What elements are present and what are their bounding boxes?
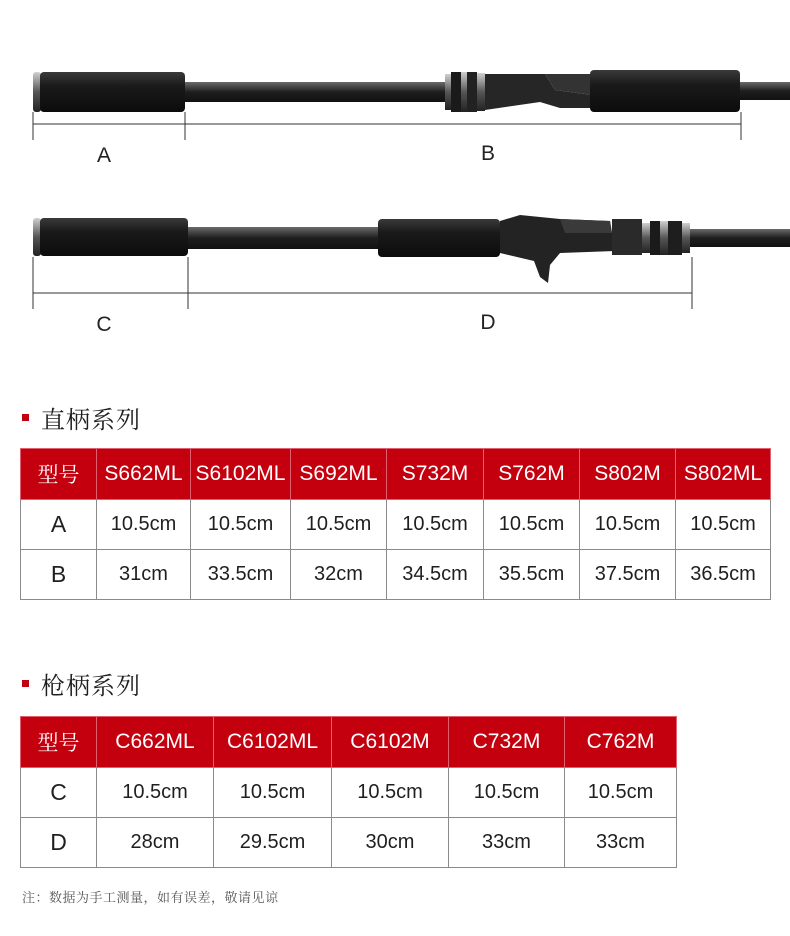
spinning-section-heading	[22, 400, 141, 435]
table-cell: 31cm	[97, 550, 191, 600]
table-cell: 33.5cm	[191, 550, 291, 600]
header-cell: S6102ML	[191, 449, 291, 500]
header-cell: C732M	[449, 717, 565, 768]
table-row	[21, 500, 771, 550]
table-cell: 10.5cm	[449, 768, 565, 818]
table-cell: 34.5cm	[387, 550, 484, 600]
red-square-marker	[22, 680, 29, 687]
casting-section-heading	[22, 666, 141, 701]
table-row	[21, 550, 771, 600]
row-label: A	[21, 500, 97, 550]
header-cell: S802M	[580, 449, 676, 500]
red-square-marker	[22, 414, 29, 421]
header-cell: S762M	[484, 449, 580, 500]
table-cell: 10.5cm	[387, 500, 484, 550]
dimension-label-b: B	[480, 142, 496, 165]
header-cell: C662ML	[97, 717, 214, 768]
table-cell: 10.5cm	[484, 500, 580, 550]
table-cell: 32cm	[291, 550, 387, 600]
header-cell: 型号	[21, 449, 97, 500]
casting-section-title: 枪柄系列	[41, 672, 141, 700]
header-cell: C762M	[565, 717, 677, 768]
casting-spec-table	[20, 716, 677, 868]
header-cell: C6102M	[332, 717, 449, 768]
table-cell: 33cm	[449, 818, 565, 868]
table-header-row	[21, 717, 677, 768]
measurement-note: 注：数据为手工测量，如有误差，敬请见谅	[22, 891, 279, 906]
row-label: D	[21, 818, 97, 868]
table-cell: 10.5cm	[191, 500, 291, 550]
table-cell: 33cm	[565, 818, 677, 868]
header-cell: S692ML	[291, 449, 387, 500]
row-label: C	[21, 768, 97, 818]
row-label: B	[21, 550, 97, 600]
table-cell: 10.5cm	[214, 768, 332, 818]
table-cell: 36.5cm	[676, 550, 771, 600]
table-cell: 30cm	[332, 818, 449, 868]
table-cell: 37.5cm	[580, 550, 676, 600]
spinning-rod-diagram	[0, 60, 790, 180]
table-row	[21, 768, 677, 818]
table-row	[21, 818, 677, 868]
header-cell: S802ML	[676, 449, 771, 500]
dimension-label-a: A	[96, 144, 112, 167]
spinning-spec-table	[20, 448, 771, 600]
header-cell: S732M	[387, 449, 484, 500]
spinning-section-title: 直柄系列	[41, 406, 141, 434]
header-cell: C6102ML	[214, 717, 332, 768]
table-cell: 10.5cm	[97, 768, 214, 818]
table-cell: 10.5cm	[332, 768, 449, 818]
casting-rod-illustration	[0, 205, 790, 345]
spinning-rod-illustration	[0, 60, 790, 180]
table-cell: 28cm	[97, 818, 214, 868]
table-header-row	[21, 449, 771, 500]
table-cell: 29.5cm	[214, 818, 332, 868]
casting-rod-diagram	[0, 205, 790, 345]
table-cell: 10.5cm	[291, 500, 387, 550]
table-cell: 10.5cm	[97, 500, 191, 550]
table-cell: 10.5cm	[580, 500, 676, 550]
table-cell: 10.5cm	[676, 500, 771, 550]
dimension-label-d: D	[480, 311, 496, 334]
table-cell: 35.5cm	[484, 550, 580, 600]
header-cell: 型号	[21, 717, 97, 768]
dimension-label-c: C	[96, 313, 112, 336]
table-cell: 10.5cm	[565, 768, 677, 818]
header-cell: S662ML	[97, 449, 191, 500]
